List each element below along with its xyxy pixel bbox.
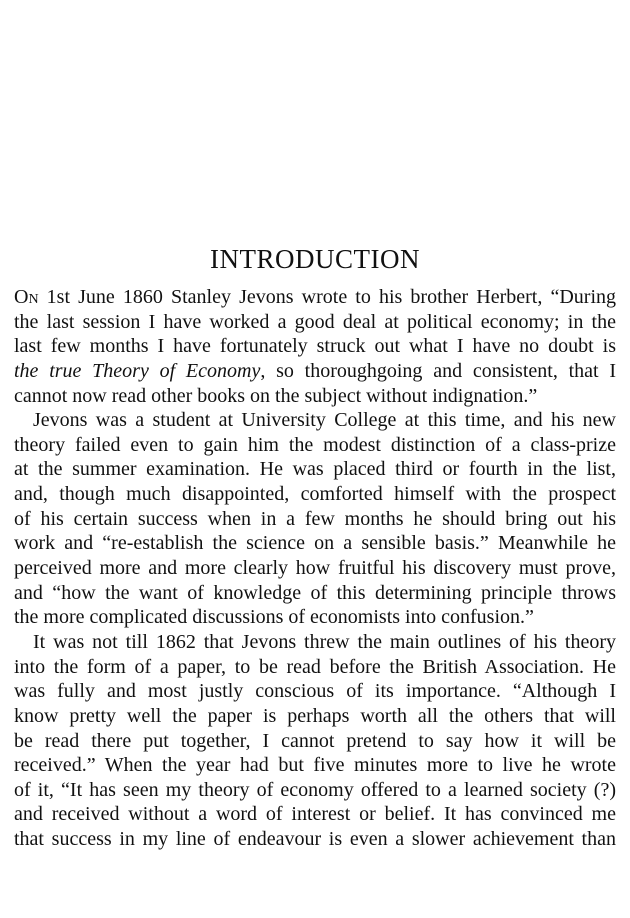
text-line: of his certain success when in a few months he should bring out his bbox=[14, 507, 616, 530]
text-line: theory failed even to gain him the modest distinction of a class-prize bbox=[14, 433, 616, 456]
text-line: that success in my line of endeavour is even a slower achievement than bbox=[14, 828, 616, 851]
body-text bbox=[14, 285, 616, 852]
text-line: the true Theory of Economy, so thoroughgoing and consistent, that I bbox=[14, 359, 617, 382]
text-line: the last session I have worked a good deal at political economy; in the bbox=[14, 310, 616, 333]
text-line: cannot now read other books on the subject without indignation.” bbox=[14, 384, 538, 407]
text-line: perceived more and more clearly how fruitful his discovery must prove, bbox=[14, 557, 616, 580]
text-line: know pretty well the paper is perhaps worth all the others that will bbox=[14, 704, 616, 727]
paragraph-1 bbox=[14, 285, 616, 408]
paragraph-2 bbox=[14, 408, 616, 630]
text-line: It was not till 1862 that Jevons threw the main outlines of his theory bbox=[33, 630, 616, 653]
text-line: work and “re-establish the science on a sensible basis.” Meanwhile he bbox=[14, 532, 616, 555]
text-line: be read there put together, I cannot pretend to say how it will be bbox=[14, 729, 616, 752]
text-line: and “how the want of knowledge of this determining principle throws bbox=[14, 581, 616, 604]
text-line: last few months I have fortunately struck out what I have no doubt is bbox=[14, 335, 616, 358]
emphasis: the true Theory of Economy bbox=[14, 359, 261, 382]
paragraph-3 bbox=[14, 630, 616, 852]
text-line: was fully and most justly conscious of its importance. “Although I bbox=[14, 680, 616, 703]
text-line: received.” When the year had but five minutes more to live he wrote bbox=[14, 754, 616, 777]
text-line: the more complicated discussions of economists into confusion.” bbox=[14, 606, 534, 629]
text-line: at the summer examination. He was placed third or fourth in the list, bbox=[14, 458, 616, 481]
drop-word: On bbox=[14, 286, 39, 308]
text-line: Jevons was a student at University College at this time, and his new bbox=[33, 409, 616, 432]
text-line: and received without a word of interest or belief. It has convinced me bbox=[14, 803, 616, 826]
text-line: On 1st June 1860 Stanley Jevons wrote to his brother Herbert, “During bbox=[14, 286, 616, 308]
text-line: and, though much disappointed, comforted himself with the prospect bbox=[14, 483, 616, 506]
text-line: of it, “It has seen my theory of economy offered to a learned society (?) bbox=[14, 778, 616, 801]
text-line: into the form of a paper, to be read before the British Association. He bbox=[14, 655, 616, 678]
chapter-heading: INTRODUCTION bbox=[210, 244, 420, 274]
